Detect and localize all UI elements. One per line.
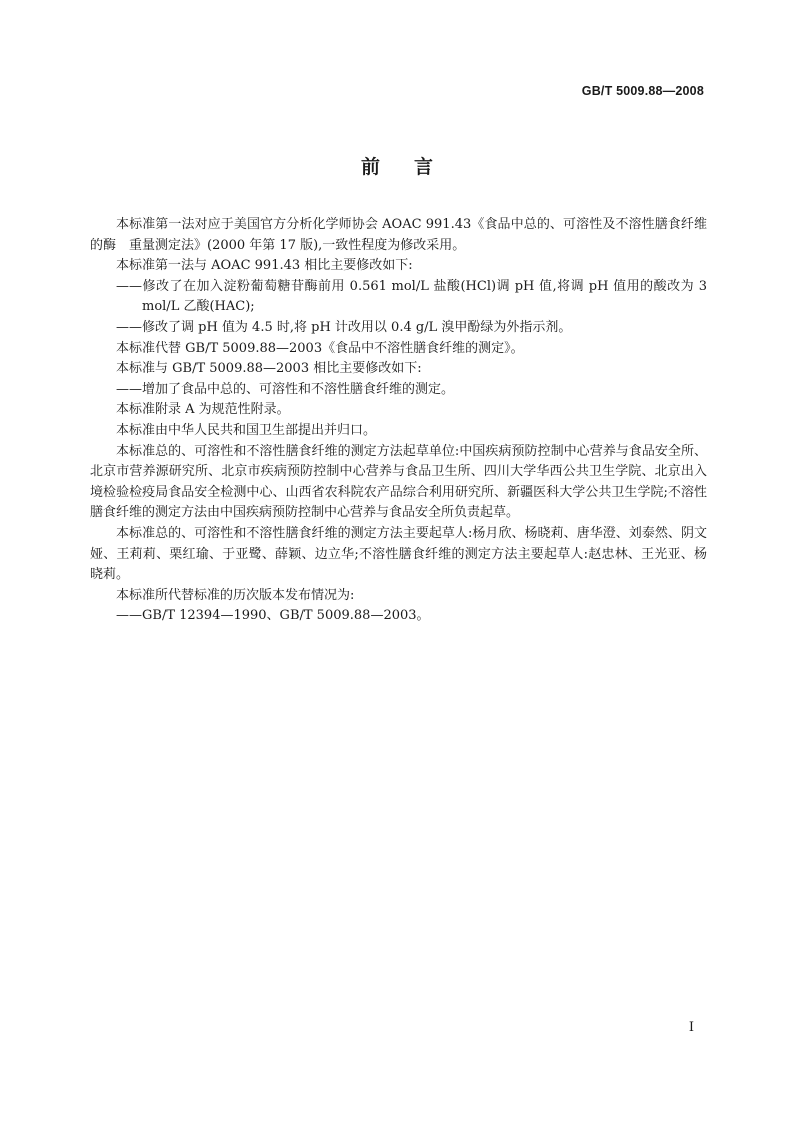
- paragraph-proposer: 本标准由中华人民共和国卫生部提出并归口。: [116, 422, 377, 438]
- standard-code: GB/T 5009.88—2008: [581, 84, 704, 98]
- list-item-change-added: ——增加了食品中总的、可溶性和不溶性膳食纤维的测定。: [116, 381, 455, 397]
- paragraph-aoac-changes-intro: 本标准第一法与 AOAC 991.43 相比主要修改如下:: [116, 258, 413, 274]
- list-item-change-acid: ——修改了在加入淀粉葡萄糖苷酶前用 0.561 mol/L 盐酸(HCl)调 pH 值,将调 pH 值用的酸改为 3 mol/L 乙酸(HAC);: [116, 278, 707, 315]
- paragraph-aoac-correspondence: 本标准第一法对应于美国官方分析化学师协会 AOAC 991.43《食品中总的、可溶性及不溶性膳食纤维的酶 重量测定法》(2000 年第 17 版),一致性程度为修改采用。: [90, 217, 707, 253]
- paragraph-annex: 本标准附录 A 为规范性附录。: [116, 402, 290, 418]
- paragraph-drafting-units: 本标准总的、可溶性和不溶性膳食纤维的测定方法起草单位:中国疾病预防控制中心营养与食品安全所、北京市营养源研究所、北京市疾病预防控制中心营养与食品卫生所、四川大学华西公共卫生学院、北京出入境检验检疫局食品安全检测中心、山西省农科院农产品综合利用研究所、新疆医科大学公共卫生学院;不溶性膳食纤维的测定方法由中国疾病预防控制中心营养与食品安全所负责起草。: [90, 443, 707, 521]
- paragraph-replaces: 本标准代替 GB/T 5009.88—2003《食品中不溶性膳食纤维的测定》。: [116, 340, 524, 356]
- page-number: I: [688, 1020, 694, 1035]
- foreword-body: [90, 215, 707, 627]
- list-item-history: ——GB/T 12394—1990、GB/T 5009.88—2003。: [116, 608, 430, 624]
- paragraph-history-intro: 本标准所代替标准的历次版本发布情况为:: [116, 587, 355, 603]
- paragraph-2003-changes-intro: 本标准与 GB/T 5009.88—2003 相比主要修改如下:: [116, 361, 422, 377]
- paragraph-drafters: 本标准总的、可溶性和不溶性膳食纤维的测定方法主要起草人:杨月欣、杨晓莉、唐华澄、刘泰然、阴文娅、王莉莉、栗红瑜、于亚鹭、薛颖、边立华;不溶性膳食纤维的测定方法主要起草人:赵忠林、王光亚、杨晓莉。: [90, 525, 707, 583]
- list-item-change-indicator: ——修改了调 pH 值为 4.5 时,将 pH 计改用以 0.4 g/L 溴甲酚绿为外指示剂。: [116, 319, 572, 335]
- page-title: 前言: [360, 156, 467, 178]
